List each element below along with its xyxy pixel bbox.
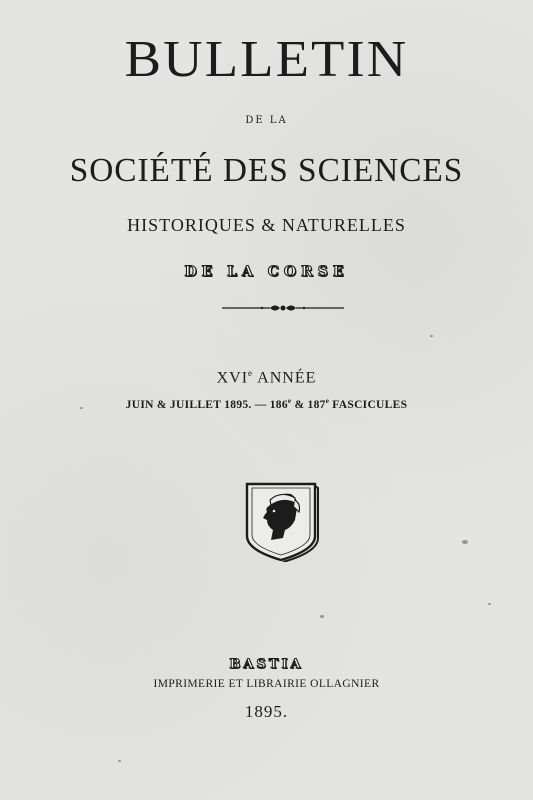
issue-line: JUIN & JUILLET 1895. — 186e & 187e FASCICULES <box>125 397 408 411</box>
paper-speck <box>430 335 433 337</box>
publication-year: 1895. <box>244 702 289 721</box>
paper-speck <box>320 615 324 618</box>
printer-name: IMPRIMERIE ET LIBRAIRIE OLLAGNIER <box>153 678 380 690</box>
society-subtitle: HISTORIQUES & NATURELLES <box>127 215 406 235</box>
society-name: SOCIÉTÉ DES SCIENCES <box>69 152 464 189</box>
de-la-connector: DE LA <box>245 115 288 126</box>
paper-speck <box>462 540 468 544</box>
paper-speck <box>488 603 491 605</box>
moor-head-crest-icon <box>243 480 319 562</box>
ornament-divider-icon <box>222 302 344 314</box>
publication-city: BASTIA <box>229 657 304 672</box>
paper-speck <box>118 760 121 762</box>
paper-speck <box>80 407 83 409</box>
region-name: DE LA CORSE <box>184 264 349 280</box>
year-of-publication-label: XVIe ANNÉE <box>216 368 317 387</box>
bulletin-title: BULLETIN <box>124 31 409 88</box>
